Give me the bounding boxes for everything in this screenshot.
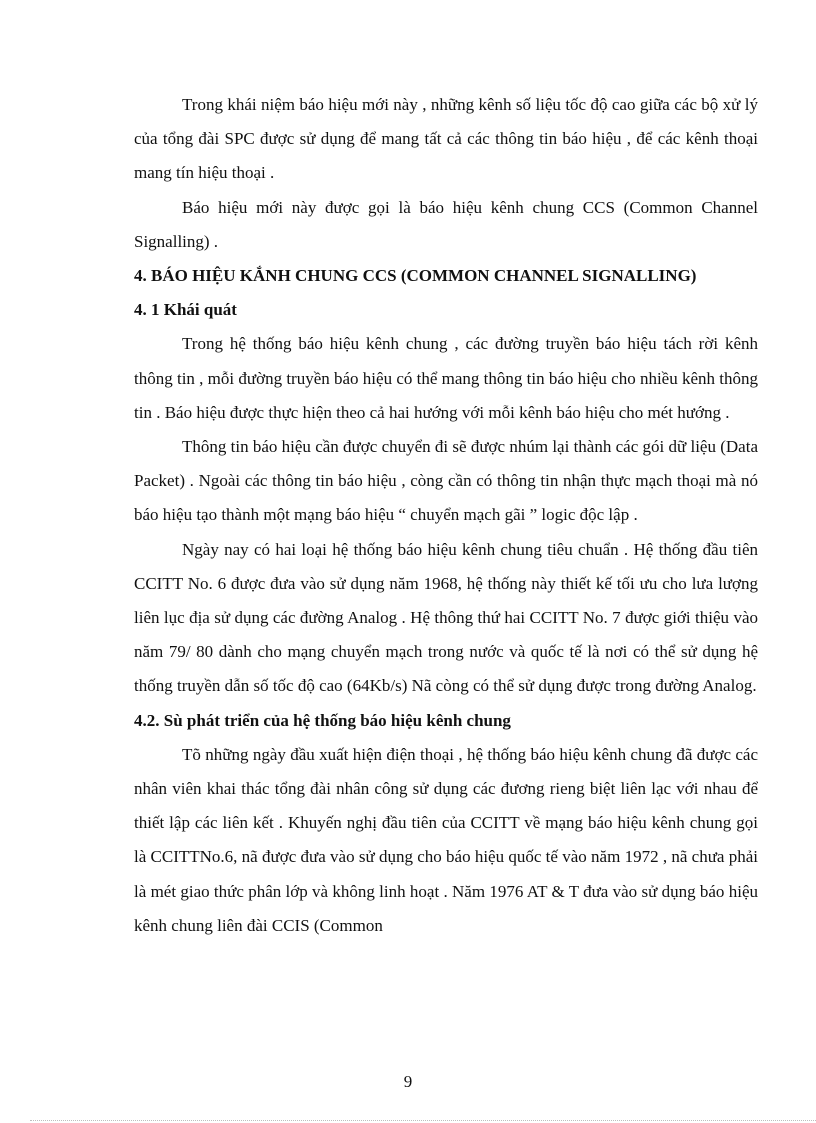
footer-divider <box>30 1120 816 1121</box>
section-heading-4-1: 4. 1 Khái quát <box>134 300 237 320</box>
paragraph-history: Tõ những ngày đầu xuất hiện điện thoại , hệ thống báo hiệu kênh chung đã được các nhân viên khai thác tổng đài nhân công sử dụng các đương rieng biệt liên lạc với nhau để thiết lập các liên kết . Khuyến nghị đầu tiên của CCITT về mạng báo hiệu kênh chung gọi là CCITTNo.6, nã được đưa vào sử dụng cho báo hiệu quốc tế vào năm 1972 , nã chưa phải là mét giao thức phân lớp và không linh hoạt . Năm 1976 AT & T đưa vào sử dụng báo hiệu kênh chung liên đài CCIS (Common <box>134 744 758 935</box>
page-number: 9 <box>403 1072 413 1091</box>
paragraph-overview: Trong hệ thống báo hiệu kênh chung , các đường truyền báo hiệu tách rời kênh thông tin , mỗi đường truyền báo hiệu có thể mang thông tin báo hiệu cho nhiều kênh thông tin . Báo hiệu được thực hiện theo cả hai hướng với mỗi kênh báo hiệu cho mét hướng . <box>134 334 758 422</box>
section-heading-4-2: 4.2. Sù phát triển của hệ thống báo hiệu kênh chung <box>134 710 511 730</box>
paragraph-ccs-definition: Báo hiệu mới này được gọi là báo hiệu kênh chung CCS (Common Channel Signalling) . <box>134 197 758 251</box>
paragraph-ccs-concept: Trong khái niệm báo hiệu mới này , những kênh số liệu tốc độ cao giữa các bộ xử lý của tổng đài SPC được sử dụng để mang tất cả các thông tin báo hiệu , để các kênh thoại mang tín hiệu thoại . <box>134 95 758 183</box>
body-text <box>134 88 758 943</box>
paragraph-standards: Ngày nay có hai loại hệ thống báo hiệu kênh chung tiêu chuẩn . Hệ thống đầu tiên CCITT No. 6 được đưa vào sử dụng năm 1968, hệ thống này thiết kế tối ưu cho lưa lượng liên lục địa sử dụng các đường Analog . Hệ thông thứ hai CCITT No. 7 được giới thiệu vào năm 79/ 80 dành cho mạng chuyển mạch trong nước và quốc tế là nơi có thể sử dụng hệ thống truyền dẫn số tốc độ cao (64Kb/s) Nã còng có thể sử dụng được trong đường Analog. <box>134 539 758 696</box>
paragraph-data-packet: Thông tin báo hiệu cần được chuyển đi sẽ được nhúm lại thành các gói dữ liệu (Data Packet) . Ngoài các thông tin báo hiệu , còng cần có thông tin nhận thực mạch thoại mà nó báo hiệu tạo thành một mạng báo hiệu “ chuyển mạch gãi ” logic độc lập . <box>134 437 758 525</box>
section-heading-4: 4. BÁO HIỆU KẮNH CHUNG CCS (COMMON CHANNEL SIGNALLING) <box>134 266 697 286</box>
